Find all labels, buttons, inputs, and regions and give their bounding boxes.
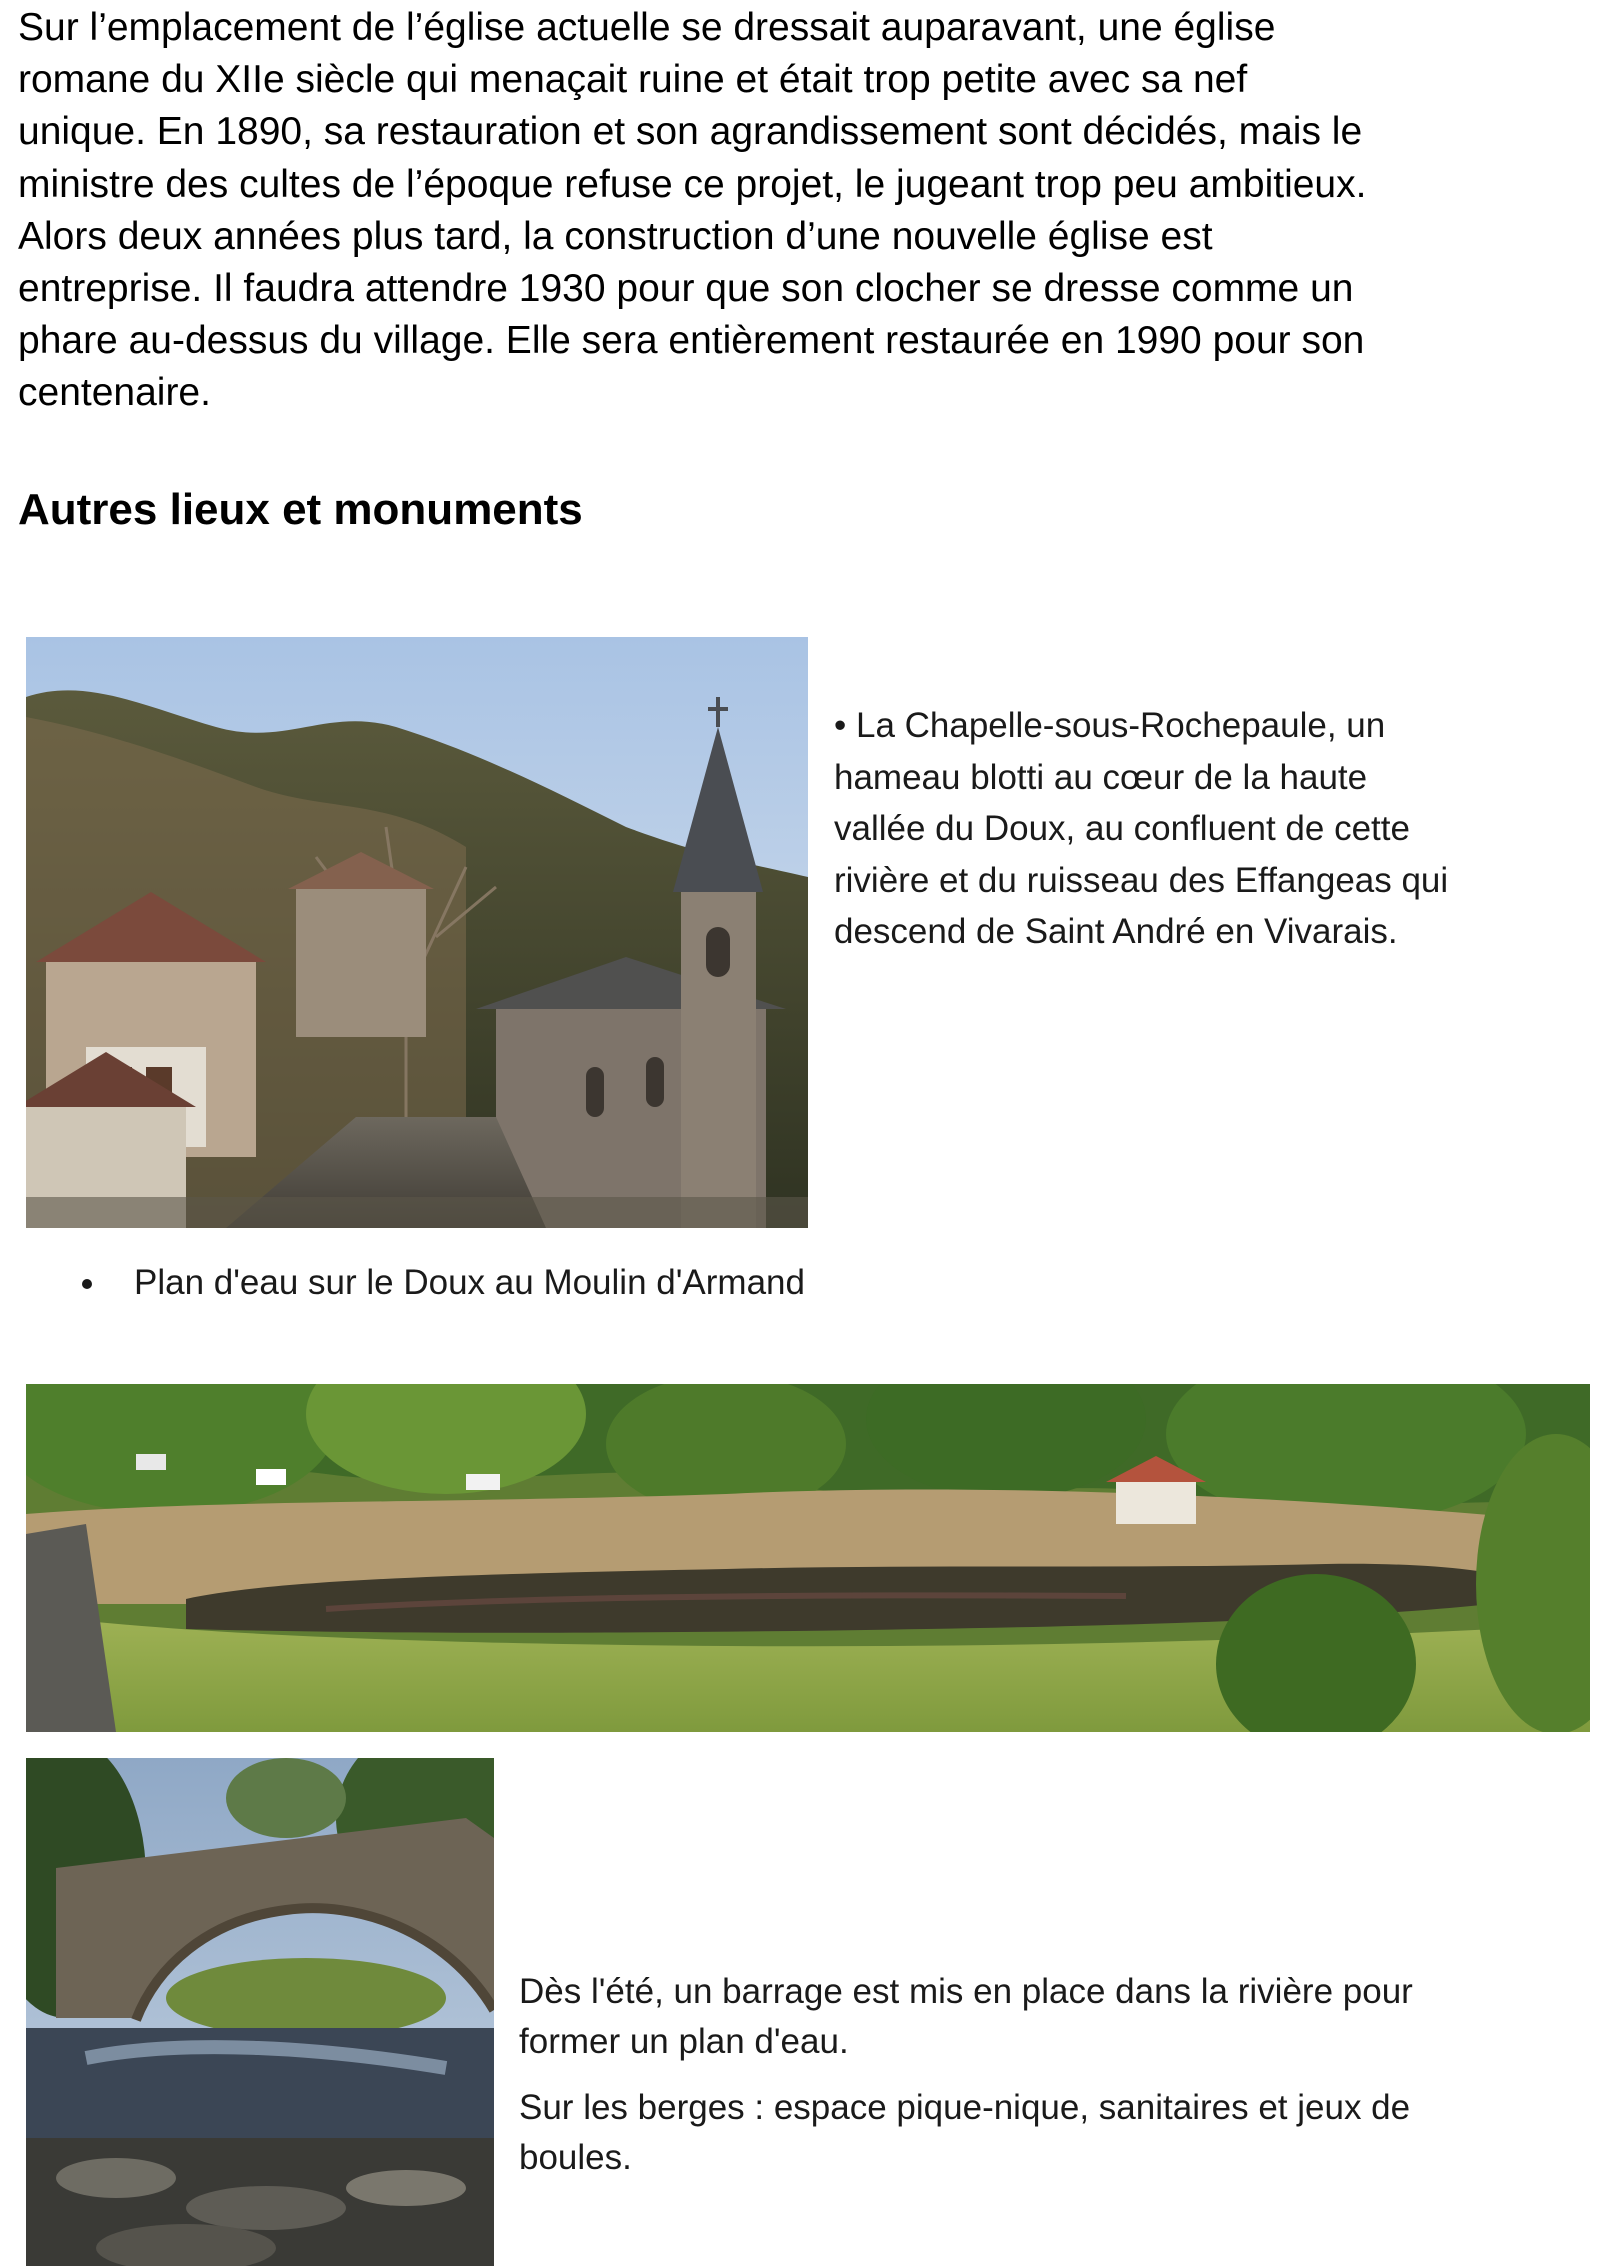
barrage-paragraph (519, 1967, 1599, 2067)
barrage-line: Dès l'été, un barrage est mis en place dans la rivière pour (519, 1972, 1413, 2011)
berges-line: Sur les berges : espace pique-nique, sanitaires et jeux de (519, 2088, 1411, 2127)
plan-eau-label: Plan d'eau sur le Doux au Moulin d'Armand (134, 1263, 805, 1302)
barrage-caption (519, 1967, 1599, 2199)
bullet-icon (82, 1279, 92, 1289)
intro-line: unique. En 1890, sa restauration et son agrandissement sont décidés, mais le (18, 110, 1363, 154)
lake-panorama-photo (26, 1384, 1590, 1732)
intro-line: Alors deux années plus tard, la construction d’une nouvelle église est (18, 214, 1213, 258)
intro-line: Sur l’emplacement de l’église actuelle se dressait auparavant, une église (18, 6, 1276, 49)
intro-line: romane du XIIe siècle qui menaçait ruine et était trop petite avec sa nef (18, 58, 1248, 102)
chapelle-caption-line: rivière et du ruisseau des Effangeas qui (834, 860, 1449, 900)
stone-bridge-photo (26, 1758, 494, 2266)
chapelle-caption-line: descend de Saint André en Vivarais. (834, 912, 1398, 951)
berges-line: boules. (519, 2138, 632, 2177)
chapelle-caption-line: • La Chapelle-sous-Rochepaule, un (834, 706, 1386, 745)
intro-line: ministre des cultes de l’époque refuse ce projet, le jugeant trop peu ambitieux. (18, 162, 1367, 206)
chapelle-caption (834, 700, 1594, 958)
intro-line: entreprise. Il faudra attendre 1930 pour que son clocher se dresse comme un (18, 267, 1354, 311)
intro-line: centenaire. (18, 371, 211, 415)
section-heading: Autres lieux et monuments (18, 485, 583, 534)
barrage-line: former un plan d'eau. (519, 2022, 849, 2061)
chapelle-caption-line: hameau blotti au cœur de la haute (834, 757, 1368, 797)
church-village-photo (26, 637, 808, 1228)
intro-line: phare au-dessus du village. Elle sera entièrement restaurée en 1990 pour son (18, 319, 1365, 363)
chapelle-caption-line: vallée du Doux, au confluent de cette (834, 809, 1410, 848)
berges-paragraph (519, 2083, 1599, 2183)
intro-paragraph (18, 2, 1617, 420)
